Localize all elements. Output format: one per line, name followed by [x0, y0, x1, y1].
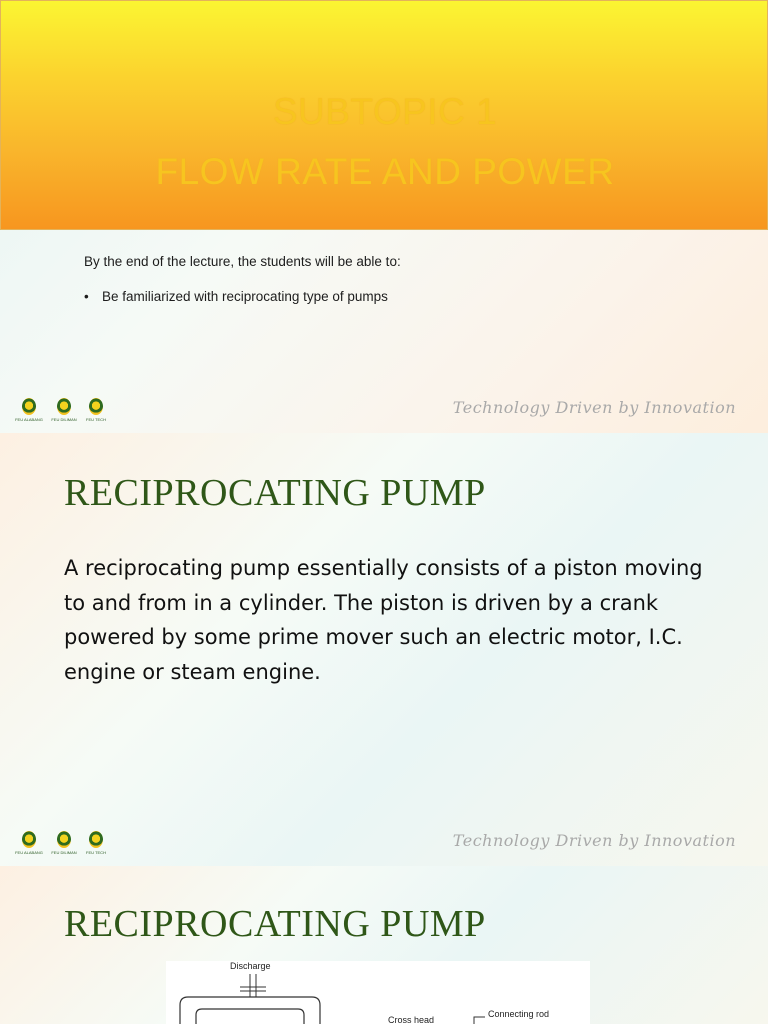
tagline: Technology Driven by Innovation [452, 831, 736, 850]
connecting-rod-leader [474, 1017, 485, 1024]
slide-body-text: A reciprocating pump essentially consists of a piston moving to and from in a cylinder. The piston is driven by a crank powered by some prime mover such an electric motor, I.C. engine or steam engine. [64, 556, 703, 684]
connecting-rod-label: Connecting rod [488, 1009, 550, 1019]
objective-text: Be familiarized with reciprocating type of pumps [102, 289, 388, 304]
feu-alabang-logo-icon: FEU ALABANG [14, 831, 44, 861]
slide-reciprocating-pump-diagram [0, 866, 768, 1024]
pump-diagram [166, 961, 590, 1024]
feu-diliman-logo-icon: FEU DILIMAN [49, 831, 79, 861]
subtopic-subtitle: FLOW RATE AND POWER [155, 151, 615, 192]
feu-logos [14, 831, 110, 861]
slide-subtopic [0, 0, 768, 433]
feu-tech-logo-icon: FEU TECH [81, 398, 111, 428]
objectives-intro: By the end of the lecture, the students will be able to: [84, 254, 401, 269]
title-band [0, 0, 768, 230]
tagline: Technology Driven by Innovation [452, 398, 736, 417]
feu-alabang-logo-icon: FEU ALABANG [14, 398, 44, 428]
feu-logos [14, 398, 110, 428]
discharge-label: Discharge [230, 961, 271, 971]
slide-heading: RECIPROCATING PUMP [64, 472, 486, 514]
feu-tech-logo-icon: FEU TECH [81, 831, 111, 861]
objective-item [84, 289, 388, 304]
slide-reciprocating-pump-definition [0, 433, 768, 866]
pump-casing [180, 997, 320, 1024]
slide-heading: RECIPROCATING PUMP [64, 903, 486, 945]
bullet-icon: • [84, 289, 89, 304]
feu-diliman-logo-icon: FEU DILIMAN [49, 398, 79, 428]
cross-head-label: Cross head [388, 1015, 435, 1024]
discharge-pipe [240, 974, 266, 997]
subtopic-title: SUBTOPIC 1 [272, 91, 498, 132]
